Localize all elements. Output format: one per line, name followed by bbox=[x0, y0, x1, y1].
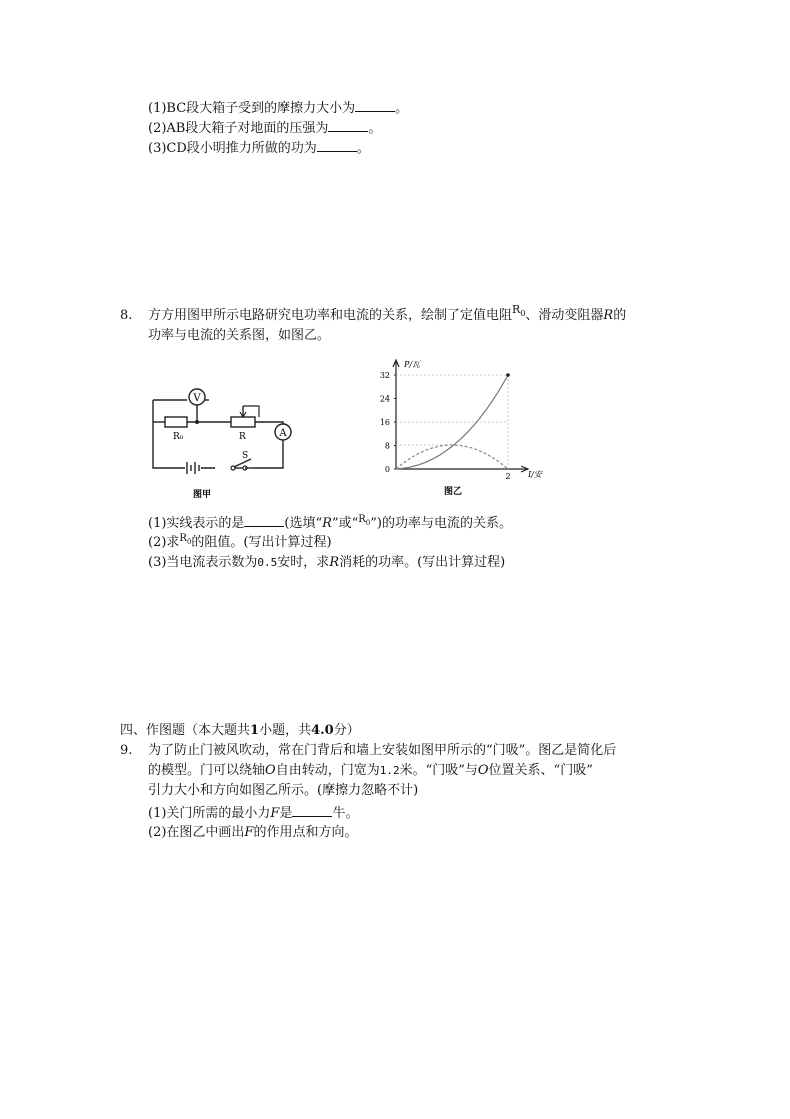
axis-o-symbol: O bbox=[265, 763, 276, 778]
q7-sub2-text: (2)AB段大箱子对地面的压强为 bbox=[148, 121, 329, 136]
answer-blank[interactable] bbox=[355, 99, 395, 112]
rheostat-icon bbox=[231, 417, 255, 427]
option-r0-subscript: 0 bbox=[365, 519, 371, 527]
section-score: 4.0 bbox=[311, 723, 334, 738]
q9-sub1-end: 牛。 bbox=[332, 806, 359, 821]
q7-sub1-text: (1)BC段大箱子受到的摩擦力大小为 bbox=[148, 101, 356, 116]
y-tick-label: 8 bbox=[384, 441, 390, 451]
graph-caption: 图乙 bbox=[444, 487, 463, 497]
q8-sub2-text: (2)求 bbox=[148, 535, 180, 550]
circuit-caption: 图甲 bbox=[193, 490, 212, 500]
section-end: 分） bbox=[333, 723, 360, 738]
q9-line2-mid: 自由转动，门宽为 bbox=[275, 763, 380, 778]
resistor-r0-icon bbox=[165, 417, 187, 427]
r0-label: R₀ bbox=[173, 432, 184, 442]
wire-right bbox=[253, 440, 283, 468]
q8-line1 bbox=[148, 303, 627, 329]
y-tick-label: 0 bbox=[384, 465, 390, 474]
q8-sub2-end: 的阻值。(写出计算过程) bbox=[191, 535, 332, 550]
answer-blank[interactable] bbox=[292, 804, 332, 817]
q8-line1-middle: 、滑动变阻器 bbox=[525, 308, 604, 323]
q8-sub1-mid: ”或“ bbox=[331, 516, 359, 531]
q9-sub2-text: (2)在图乙中画出 bbox=[148, 825, 245, 840]
q9-line2 bbox=[148, 762, 593, 780]
door-width-value: 1.2 bbox=[379, 764, 400, 777]
q9-line2-text: 的模型。门可以绕轴 bbox=[148, 763, 266, 778]
q8-sub1-open: (选填“ bbox=[284, 516, 323, 531]
q8-line2: 功率与电流的关系图，如图乙。 bbox=[148, 328, 331, 343]
q8-sub3-text: (3)当电流表示数为 bbox=[148, 555, 258, 570]
q9-line2-end: 位置关系、“门吸” bbox=[488, 763, 593, 778]
power-current-graph bbox=[368, 356, 548, 498]
battery-icon bbox=[187, 462, 215, 474]
r-symbol: R bbox=[329, 555, 340, 570]
y-tick-label: 32 bbox=[379, 371, 390, 380]
q8-sub1-end: ”)的功率与电流的关系。 bbox=[370, 516, 512, 531]
q9-sub1-text: (1)关门所需的最小力 bbox=[148, 806, 271, 821]
q9-number: 9. bbox=[120, 743, 133, 758]
q8-line1-text: 方方用图甲所示电路研究电功率和电流的关系，绘制了定值电阻 bbox=[148, 308, 513, 323]
r0-symbol bbox=[512, 303, 526, 319]
q7-sub1 bbox=[148, 99, 408, 118]
section-heading bbox=[120, 722, 360, 740]
answer-blank[interactable] bbox=[244, 514, 284, 527]
y-tick-label: 16 bbox=[379, 418, 390, 427]
dashed-curve bbox=[396, 445, 508, 469]
punct: 。 bbox=[395, 101, 409, 116]
q8-sub3 bbox=[148, 554, 505, 572]
r-symbol: R bbox=[603, 308, 614, 323]
answer-blank[interactable] bbox=[317, 139, 357, 152]
x-tick-labels bbox=[505, 472, 510, 481]
y-tick-labels bbox=[380, 371, 396, 474]
q9-line3: 引力大小和方向如图乙所示。(摩擦力忽略不计) bbox=[148, 783, 419, 798]
r0-subscript: 0 bbox=[186, 538, 192, 546]
q8-sub1-text: (1)实线表示的是 bbox=[148, 516, 245, 531]
y-axis-label: P/瓦 bbox=[404, 360, 421, 369]
q8-number: 8. bbox=[120, 308, 133, 323]
force-f-symbol: F bbox=[270, 806, 280, 821]
r0-symbol bbox=[179, 533, 191, 544]
section-mid: 小题，共 bbox=[259, 723, 312, 738]
option-r: R bbox=[322, 516, 332, 531]
q8-sub2 bbox=[148, 534, 332, 556]
q9-sub2-end: 的作用点和方向。 bbox=[253, 825, 358, 840]
y-tick-label: 24 bbox=[379, 394, 390, 404]
switch-label: S bbox=[242, 451, 249, 461]
current-value: 0.5 bbox=[257, 556, 278, 569]
r0-letter: R bbox=[512, 303, 521, 316]
option-r0 bbox=[358, 514, 370, 525]
voltmeter-label: V bbox=[193, 393, 201, 404]
q9-sub1 bbox=[148, 804, 358, 823]
x-axis-label: I/安 bbox=[528, 470, 542, 479]
q7-sub2 bbox=[148, 119, 381, 138]
punct: 。 bbox=[368, 121, 382, 136]
question-count: 1 bbox=[250, 723, 260, 738]
section-title: 四、作图题（本大题共 bbox=[120, 723, 251, 738]
option-r0-letter: R bbox=[358, 514, 366, 525]
q7-sub3 bbox=[148, 139, 370, 158]
ammeter-label: A bbox=[279, 428, 287, 439]
punct: 。 bbox=[356, 141, 370, 156]
q9-line2-after: 米。“门吸”与 bbox=[399, 763, 478, 778]
r0-letter: R bbox=[179, 533, 187, 544]
q9-line1: 为了防止门被风吹动，常在门背后和墙上安装如图甲所示的“门吸”。图乙是简化后 bbox=[148, 743, 617, 758]
r0-subscript: 0 bbox=[520, 309, 526, 319]
axis-o-symbol: O bbox=[477, 763, 489, 778]
q9-sub2 bbox=[148, 824, 357, 842]
x-tick-label: 2 bbox=[505, 472, 511, 481]
q9-sub1-mid: 是 bbox=[279, 806, 293, 821]
answer-blank[interactable] bbox=[328, 119, 368, 132]
r-label: R bbox=[239, 432, 246, 442]
q8-sub3-mid: 安时，求 bbox=[277, 555, 330, 570]
circuit-diagram bbox=[145, 382, 305, 502]
q8-sub3-end: 消耗的功率。(写出计算过程) bbox=[339, 555, 506, 570]
force-f-symbol: F bbox=[244, 825, 254, 840]
q7-sub3-text: (3)CD段小明推力所做的功为 bbox=[148, 141, 317, 156]
q8-line1-end: 的 bbox=[613, 308, 627, 323]
